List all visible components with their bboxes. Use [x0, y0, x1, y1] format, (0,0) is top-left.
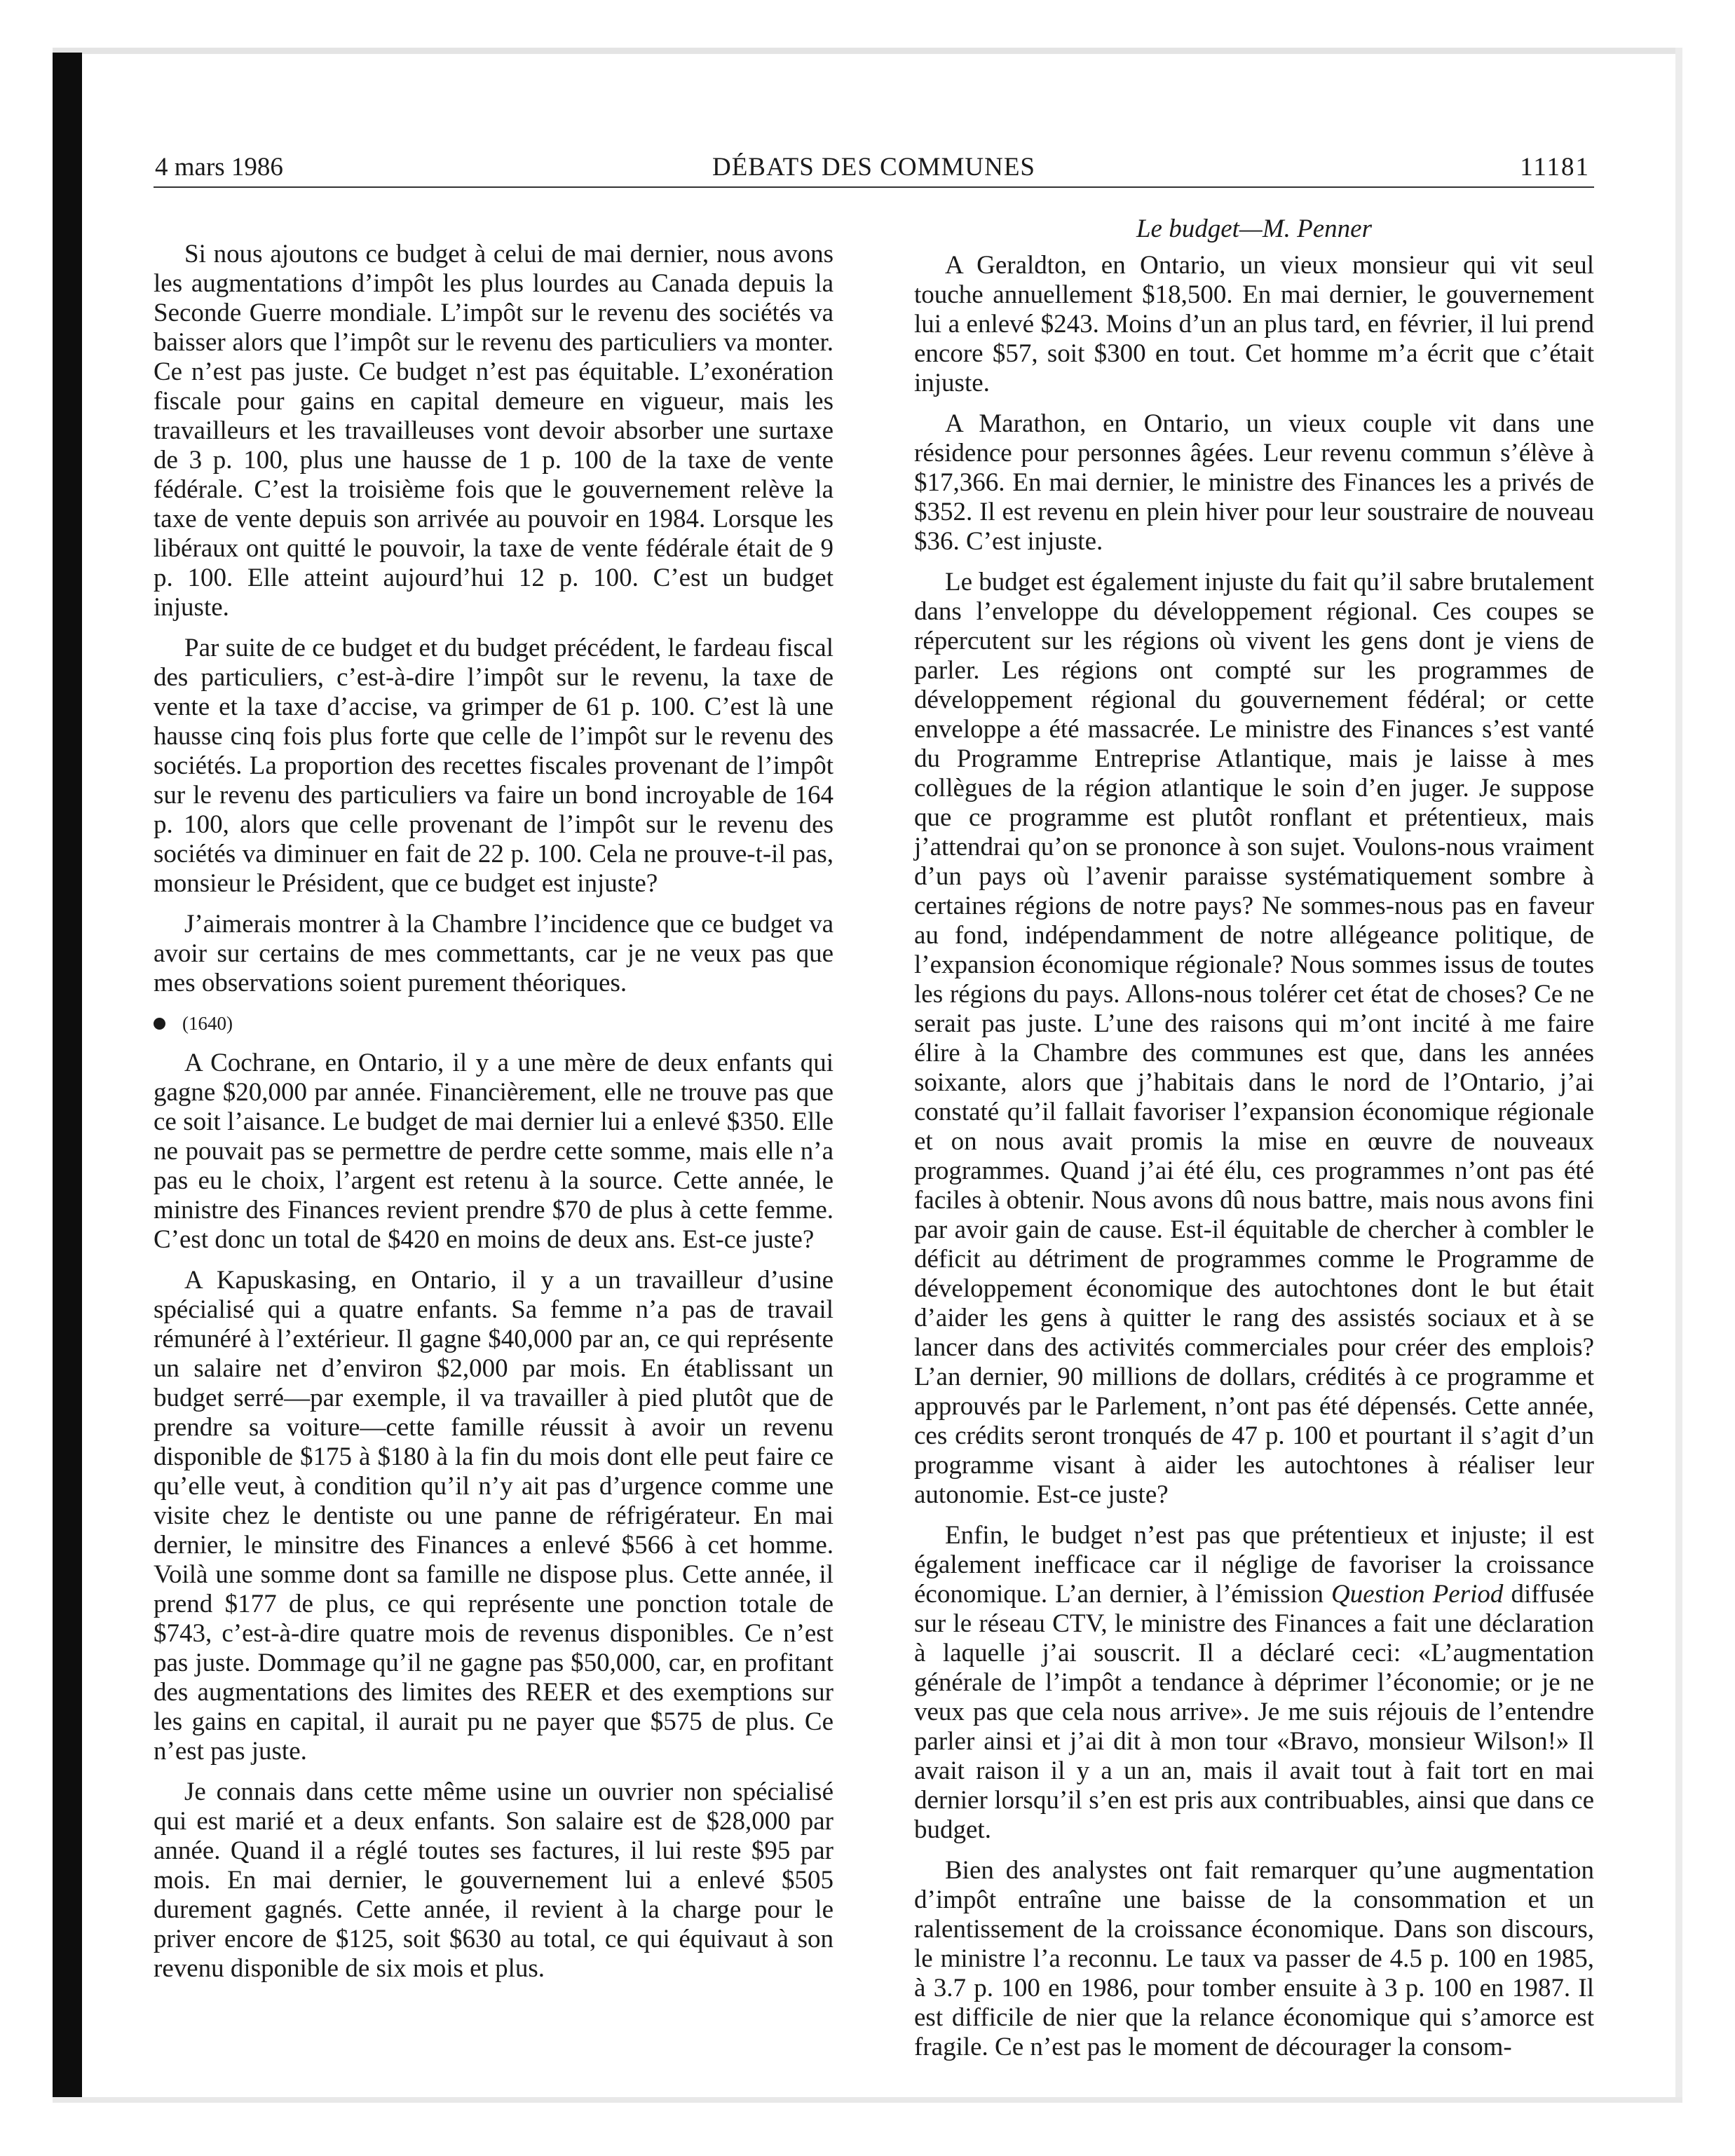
time-marker	[154, 1009, 834, 1037]
paragraph-text: Enfin, le budget n’est pas que prétentieux et injuste; il est également inefficace car il néglige de favoriser la croissance économique. L’an dernier, à l’émission	[914, 1521, 1594, 1609]
header-title: DÉBATS DES COMMUNES	[712, 153, 1035, 182]
paragraph: J’aimerais montrer à la Chambre l’incidence que ce budget va avoir sur certains de mes commettants, car je ne veux pas que mes observations soient purement théoriques.	[154, 910, 834, 997]
running-header	[154, 147, 1594, 188]
section-heading: Le budget—M. Penner	[1136, 214, 1373, 243]
paragraph: Je connais dans cette même usine un ouvrier non spécialisé qui est marié et a deux enfants. Son salaire est de $28,000 par année. Quand il a réglé toutes ses factures, il lui reste $95 par mois. En mai dernier, le gouvernement lui a enlevé $505 durement gagnés. Cette année, il revient à la charge pour le priver encore de $125, soit $630 au total, ce qui équivaut à son revenu disponible de six mois et plus.	[154, 1778, 834, 1983]
paragraph: A Cochrane, en Ontario, il y a une mère de deux enfants qui gagne $20,000 par année. Financièrement, elle ne trouve pas que ce soit l’aisance. Le budget de mai dernier lui a enlevé $350. Elle ne pouvait pas se permettre de perdre cette somme, mais elle n’a pas eu le choix, l’argent est retenu à la source. Cette année, le ministre des Finances revient prendre $70 de plus à cette femme. C’est donc un total de $420 en moins de deux ans. Est-ce juste?	[154, 1049, 834, 1254]
paragraph: Bien des analystes ont fait remarquer qu’une augmentation d’impôt entraîne une baisse de la consommation et un ralentissement de la croissance économique. Dans son discours, le ministre l’a reconnu. Le taux va passer de 4.5 p. 100 en 1985, à 3.7 p. 100 en 1986, pour tomber ensuite à 3 p. 100 en 1987. Il est difficile de nier que la relance économique qui s’amorce est fragile. Ce n’est pas le moment de décourager la consom-	[914, 1856, 1594, 2061]
header-date: 4 mars 1986	[155, 153, 283, 182]
paragraph: A Geraldton, en Ontario, un vieux monsieur qui vit seul touche annuellement $18,500. En mai dernier, le gouvernement lui a enlevé $243. Moins d’un an plus tard, en février, il lui prend encore $57, soit $300 en tout. Cet homme m’a écrit que c’était injuste.	[914, 251, 1594, 397]
bullet-icon	[154, 1018, 165, 1030]
scan-right-edge	[1675, 48, 1682, 2103]
header-page-number: 11181	[1520, 153, 1590, 182]
paragraph: A Kapuskasing, en Ontario, il y a un travailleur d’usine spécialisé qui a quatre enfants. Sa femme n’a pas de travail rémunéré à l’extérieur. Il gagne $40,000 par an, ce qui représente un salaire net d’environ $2,000 par mois. En établissant un budget serré—par exemple, il va travailler à pied plutôt que de prendre sa voiture—cette famille réussit à avoir un revenu disponible de $175 à $180 à la fin du mois dont elle peut faire ce qu’elle veut, à condition qu’il n’y ait pas d’urgence comme une visite chez le dentiste ou une panne de réfrigérateur. En mai dernier, le minsitre des Finances a enlevé $566 à cet homme. Voilà une somme dont sa famille ne dispose plus. Cette année, il prend $177 de plus, ce qui représente une ponction totale de $743, c’est-à-dire quatre mois de revenus disponibles. Ce n’est pas juste. Dommage qu’il ne gagne pas $50,000, car, en profitant des augmentations des limites des REER et des exemptions sur les gains en capital, il aurait pu ne payer que $575 de plus. Ce n’est pas juste.	[154, 1266, 834, 1766]
document-page	[154, 147, 1594, 2061]
scan-bottom-edge	[53, 2097, 1682, 2103]
program-title: Question Period	[1331, 1580, 1504, 1609]
paragraph: Le budget est également injuste du fait qu’il sabre brutalement dans l’enveloppe du développement régional. Ces coupes se répercutent sur les régions où vivent les gens dont je viens de parler. Les régions ont compté sur les programmes de développement régional du gouvernement fédéral; or cette enveloppe a été massacrée. Le ministre des Finances s’est vanté du Programme Entreprise Atlantique, mais je laisse à mes collègues de la région atlantique le soin d’en juger. Je suppose que ce programme est plutôt ronflant et prétentieux, mais j’attendrai qu’on se prononce à son sujet. Voulons-nous vraiment d’un pays où l’avenir paraisse systématiquement sombre à certaines régions de notre pays? Ne sommes-nous pas en faveur au fond, indépendamment de notre allégeance politique, de l’expansion économique régionale? Nous sommes issus de toutes les régions du pays. Allons-nous tolérer cet état de choses? Ce ne serait pas juste. L’une des raisons qui m’ont incité à me faire élire à la Chambre des communes est que, dans les années soixante, alors que j’habitais dans le nord de l’Ontario, j’ai constaté qu’il fallait favoriser l’expansion économique régionale et on nous avait promis la mise en œuvre de nouveaux programmes. Quand j’ai été élu, ces programmes n’ont pas été faciles à obtenir. Nous avons dû nous battre, mais nous avons fini par avoir gain de cause. Est-il équitable de chercher à combler le déficit au détriment de programmes comme le Programme de développement économique des autochtones dont le but était d’aider les gens à quitter le rang des assistés sociaux et à se lancer dans des activités commerciales pour créer des emplois? L’an dernier, 90 millions de dollars, crédités à ce programme et approuvés par le Parlement, n’ont pas été dépensés. Cette année, ces crédits seront tronqués de 47 p. 100 et pourtant il s’agit d’un programme visant à aider les autochtones à réaliser leur autonomie. Est-ce juste?	[914, 568, 1594, 1509]
paragraph: Si nous ajoutons ce budget à celui de mai dernier, nous avons les augmentations d’impôt les plus lourdes au Canada depuis la Seconde Guerre mondiale. L’impôt sur le revenu des sociétés va baisser alors que l’impôt sur le revenu des particuliers va monter. Ce n’est pas juste. Ce budget n’est pas équitable. L’exonération fiscale pour gains en capital demeure en vigueur, mais les travailleurs et les travailleuses vont devoir absorber une surtaxe de 3 p. 100, plus une hausse de 1 p. 100 de la taxe de vente fédérale. C’est la troisième fois que le gouvernement relève la taxe de vente depuis son arrivée au pouvoir en 1984. Lorsque les libéraux ont quitté le pouvoir, la taxe de vente fédérale était de 9 p. 100. Elle atteint aujourd’hui 12 p. 100. C’est un budget injuste.	[154, 240, 834, 622]
left-column	[154, 240, 834, 1995]
right-column	[914, 214, 1594, 2073]
paragraph	[914, 1521, 1594, 1845]
paragraph: A Marathon, en Ontario, un vieux couple vit dans une résidence pour personnes âgées. Leur revenu commun s’élève à $17,366. En mai dernier, le ministre des Finances les a privés de $352. Il est revenu en plein hiver pour leur soustraire de nouveau $36. C’est injuste.	[914, 409, 1594, 556]
scan-left-border	[53, 53, 82, 2103]
time-marker-text: (1640)	[182, 1013, 233, 1034]
paragraph-text: diffusée sur le réseau CTV, le ministre des Finances a fait une déclaration à laquelle j’ai souscrit. Il a déclaré ceci: «L’augmentation générale de l’impôt a tendance à déprimer l’économie; or je ne veux pas que cela nous arrive». Je me suis réjouis de l’entendre parler ainsi et j’ai dit à mon tour «Bravo, monsieur Wilson!» Il avait raison il y a un an, mais il avait tout à fait tort en mai dernier lorsqu’il s’en est pris aux contribuables, ainsi que dans ce budget.	[914, 1580, 1594, 1844]
paragraph: Par suite de ce budget et du budget précédent, le fardeau fiscal des particuliers, c’est-à-dire l’impôt sur le revenu, la taxe de vente et la taxe d’accise, va grimper de 61 p. 100. C’est là une hausse cinq fois plus forte que celle de l’impôt sur le revenu des sociétés. La proportion des recettes fiscales provenant de l’impôt sur le revenu des particuliers va faire un bond incroyable de 164 p. 100, alors que celle provenant de l’impôt sur le revenu des sociétés va diminuer en fait de 22 p. 100. Cela ne prouve-t-il pas, monsieur le Président, que ce budget est injuste?	[154, 634, 834, 898]
scan-top-edge	[53, 48, 1682, 54]
